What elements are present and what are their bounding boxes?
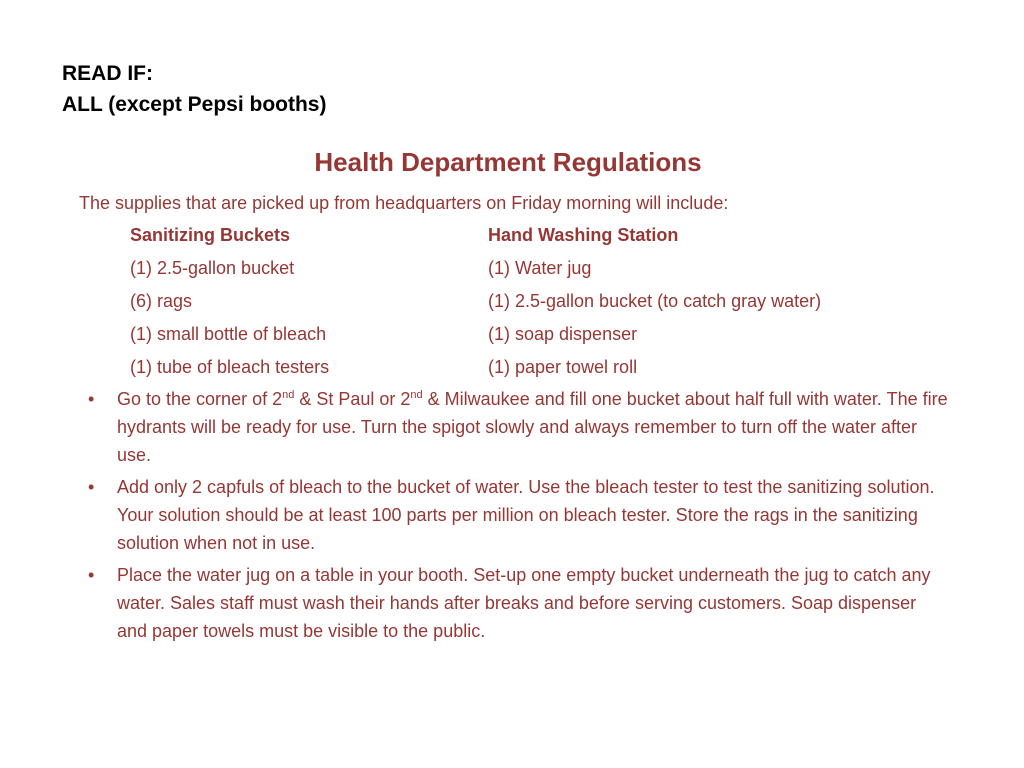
instruction-text-part: & Milwaukee and fill one bucket about half full with water. The fire hydrants will be ready for use. Turn the spigot slowly and always remember to turn off the water after use. <box>117 389 948 465</box>
sanitizing-buckets-header: Sanitizing Buckets <box>130 225 291 245</box>
supplies-row <box>130 255 930 288</box>
supplies-row <box>130 288 930 321</box>
instruction-text: Place the water jug on a table in your booth. Set-up one empty bucket underneath the jug to catch any water. Sales staff must wash their hands after breaks and before serving customers. Soap dispenser and paper towels must be visible to the public. <box>117 565 931 641</box>
supply-item-left: (6) rags <box>130 291 193 311</box>
supply-item-right: (1) 2.5-gallon bucket (to catch gray water) <box>488 291 822 311</box>
hand-washing-station-header: Hand Washing Station <box>488 225 679 245</box>
read-if-line-1: READ IF: <box>62 62 153 85</box>
instruction-water-jug <box>88 561 948 645</box>
bullet-icon: • <box>88 565 95 585</box>
bullet-icon: • <box>88 477 95 497</box>
supply-item-left: (1) 2.5-gallon bucket <box>130 258 295 278</box>
instruction-text-part: & St Paul or 2 <box>294 389 411 409</box>
supply-item-left: (1) tube of bleach testers <box>130 357 330 377</box>
superscript-nd: nd <box>282 389 295 401</box>
supplies-header-row <box>130 222 930 255</box>
instruction-text-part: Go to the corner of 2 <box>117 389 283 409</box>
instruction-fill-bucket <box>88 385 948 469</box>
supply-item-right: (1) paper towel roll <box>488 357 638 377</box>
supplies-table <box>130 222 930 387</box>
intro-text: The supplies that are picked up from headquarters on Friday morning will include: <box>79 193 729 213</box>
page-title: Health Department Regulations <box>314 147 702 177</box>
bullet-icon: • <box>88 389 95 409</box>
instruction-add-bleach <box>88 473 948 557</box>
read-if-note <box>62 58 326 120</box>
supply-item-right: (1) soap dispenser <box>488 324 638 344</box>
read-if-line-2: ALL (except Pepsi booths) <box>62 93 327 116</box>
instructions-list <box>88 385 948 649</box>
supply-item-left: (1) small bottle of bleach <box>130 324 327 344</box>
supplies-row <box>130 354 930 387</box>
supplies-row <box>130 321 930 354</box>
supply-item-right: (1) Water jug <box>488 258 592 278</box>
instruction-text: Add only 2 capfuls of bleach to the bucket of water. Use the bleach tester to test the sanitizing solution. Your solution should be at least 100 parts per million on bleach tester. Store the rags in the sanitizing solution when not in use. <box>117 477 935 553</box>
superscript-nd: nd <box>410 389 423 401</box>
